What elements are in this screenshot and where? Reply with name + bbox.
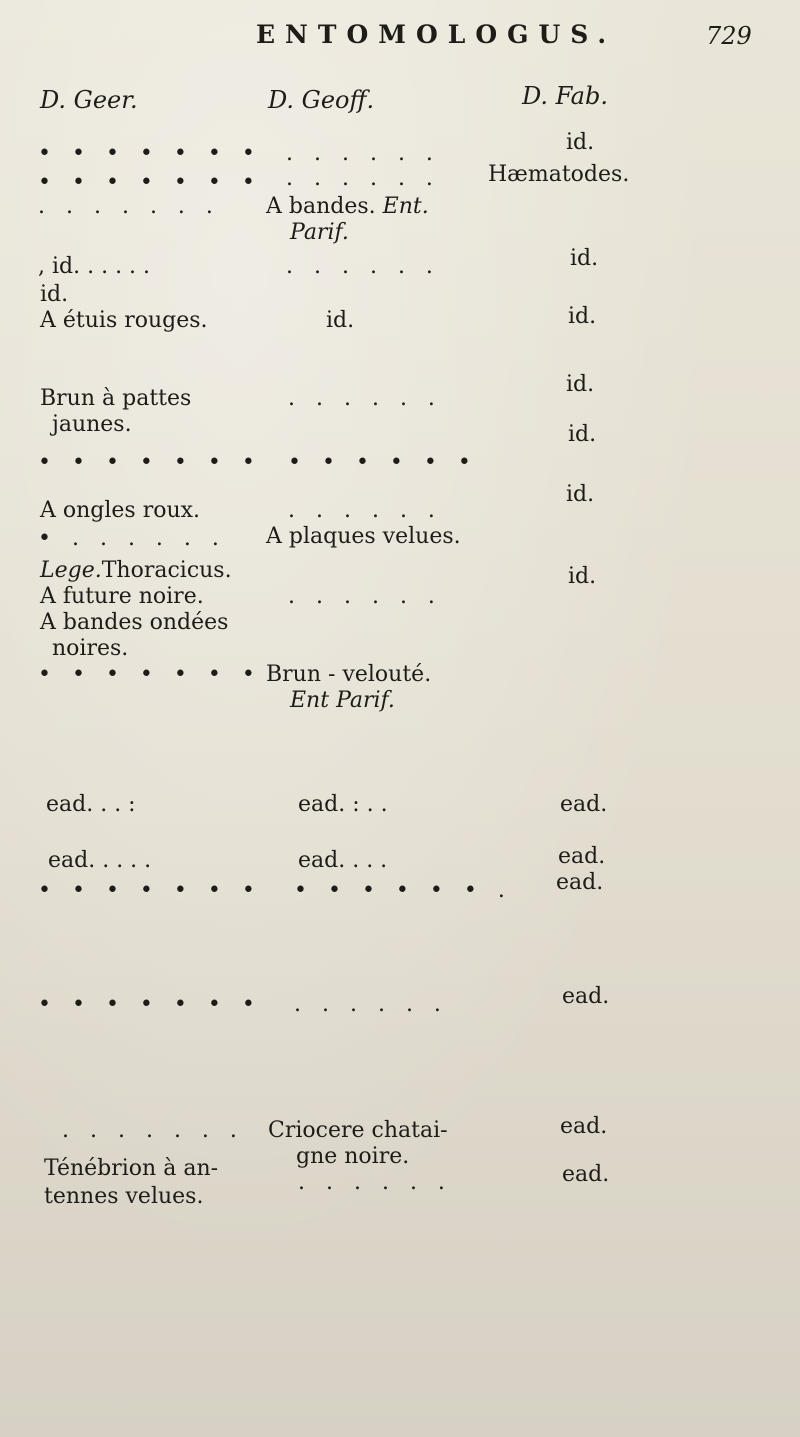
entry-geer-10: • . . . . . . (38, 526, 226, 551)
entry-geer-20a: Ténébrion à an- (44, 1156, 219, 1181)
entry-geoff-6: id. (326, 308, 355, 333)
entry-geer-8: • • • • • • • (38, 450, 262, 475)
entry-fab-7: id. (566, 372, 595, 397)
entry-geoff-8: • • • • • • (288, 450, 478, 475)
entry-geer-9: A ongles roux. (40, 498, 201, 523)
entry-fab-4: id. (570, 246, 599, 271)
entry-geer-7a: Brun à pattes (40, 386, 192, 411)
entry-geoff-9: . . . . . . (288, 498, 442, 523)
column-heading-geoff: D. Geoff. (268, 86, 375, 114)
entry-geoff-16: ead. . . . (298, 848, 388, 873)
entry-geer-5: id. (40, 282, 69, 307)
entry-geoff-18: . . . . . . (294, 992, 448, 1017)
entry-geoff-7: . . . . . . (288, 386, 442, 411)
entry-geer-11-genus: Lege. (40, 558, 102, 583)
entry-fab-19: ead. (560, 1114, 608, 1139)
entry-geer-12: A future noire. (40, 584, 204, 609)
entry-geoff-2: . . . . . . (286, 166, 440, 191)
entry-fab-18: ead. (562, 984, 610, 1009)
entry-fab-12: id. (568, 564, 597, 589)
entry-fab-6: id. (568, 304, 597, 329)
entry-geoff-19a: Criocere chatai- (268, 1118, 448, 1143)
entry-geer-18: • • • • • • • (38, 992, 262, 1017)
entry-geer-13a: A bandes ondées (40, 610, 229, 635)
entry-geoff-12: . . . . . . (288, 584, 442, 609)
entry-geer-7b: jaunes. (52, 412, 132, 437)
entry-geoff-14-ref: Ent Parif. (290, 688, 395, 713)
entry-geer-1: • • • • • • • (38, 141, 262, 166)
entry-fab-9: id. (566, 482, 595, 507)
entry-fab-8: id. (568, 422, 597, 447)
entry-geoff-10: A plaques velues. (266, 524, 461, 549)
entry-geer-2: • • • • • • • (38, 170, 262, 195)
entry-geoff-14: Brun - velouté. (266, 662, 432, 687)
entry-geoff-4: . . . . . . (286, 254, 440, 279)
entry-fab-2: Hæmatodes. (488, 162, 630, 187)
entry-geer-11 (40, 560, 232, 582)
entry-geer-14: • • • • • • • (38, 662, 262, 687)
entry-geoff-1: . . . . . . (286, 141, 440, 166)
entry-geer-6: A étuis rouges. (40, 308, 208, 333)
entry-geoff-15: ead. : . . (298, 792, 388, 817)
entry-geer-16: ead. . . . . (48, 848, 152, 873)
entry-fab-17: ead. (556, 870, 604, 895)
page-number: 729 (706, 22, 752, 50)
entry-fab-16: ead. (558, 844, 606, 869)
running-title: ENTOMOLOGUS. (256, 20, 617, 49)
entry-geoff-3-ref: Ent. (382, 194, 429, 219)
entry-geer-3: . . . . . . . (38, 194, 220, 219)
entry-fab-15: ead. (560, 792, 608, 817)
entry-geer-13b: noires. (52, 636, 129, 661)
entry-geer-20b: tennes velues. (44, 1184, 204, 1209)
entry-geer-15: ead. . . : (46, 792, 136, 817)
entry-geoff-19b: gne noire. (296, 1144, 410, 1169)
entry-geer-17: • • • • • • • (38, 878, 262, 903)
entry-fab-20: ead. (562, 1162, 610, 1187)
column-heading-fab: D. Fab. (522, 82, 608, 110)
entry-geoff-3-text: A bandes. (266, 194, 376, 219)
entry-geoff-3 (266, 196, 429, 218)
column-heading-geer: D. Geer. (40, 86, 138, 114)
entry-geer-4: , id. . . . . . (38, 254, 151, 279)
entry-fab-1: id. (566, 130, 595, 155)
entry-geoff-3-ref2: Parif. (290, 220, 349, 245)
entry-geer-11-species: Thoracicus. (101, 558, 232, 583)
entry-geer-19: . . . . . . . (62, 1118, 244, 1143)
entry-geoff-17: • • • • • • . (294, 878, 512, 903)
entry-geoff-20: . . . . . . (298, 1170, 452, 1195)
